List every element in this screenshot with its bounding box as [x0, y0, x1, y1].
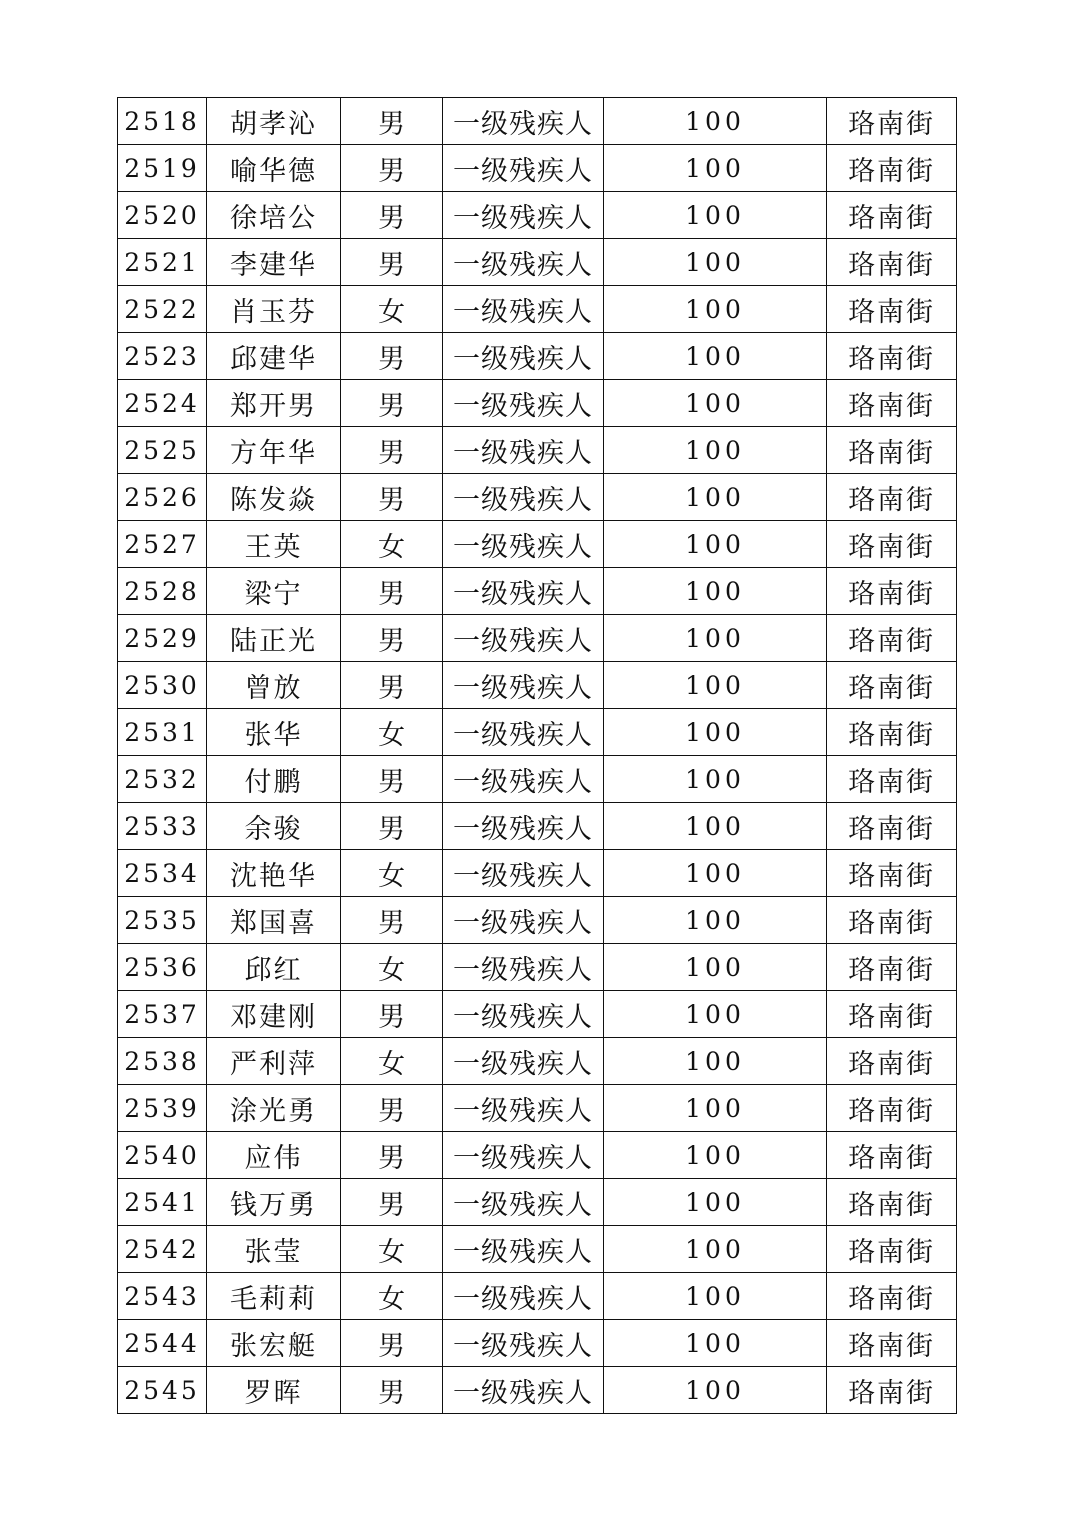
cell-serial-number: 2528: [118, 568, 207, 615]
cell-amount: 100: [604, 1038, 827, 1085]
cell-amount: 100: [604, 850, 827, 897]
cell-street: 珞南街: [827, 239, 957, 286]
table-row: [118, 568, 957, 615]
cell-serial-number: 2537: [118, 991, 207, 1038]
cell-name: 沈艳华: [207, 850, 341, 897]
cell-serial-number: 2545: [118, 1367, 207, 1414]
table-row: [118, 427, 957, 474]
table-row: [118, 521, 957, 568]
table-row: [118, 803, 957, 850]
cell-category: 一级残疾人: [443, 1132, 604, 1179]
cell-serial-number: 2522: [118, 286, 207, 333]
table-row: [118, 662, 957, 709]
cell-gender: 女: [341, 521, 443, 568]
cell-gender: 男: [341, 1320, 443, 1367]
cell-category: 一级残疾人: [443, 944, 604, 991]
table-row: [118, 1085, 957, 1132]
cell-amount: 100: [604, 615, 827, 662]
cell-name: 郑国喜: [207, 897, 341, 944]
cell-category: 一级残疾人: [443, 427, 604, 474]
cell-serial-number: 2529: [118, 615, 207, 662]
cell-amount: 100: [604, 474, 827, 521]
cell-amount: 100: [604, 568, 827, 615]
cell-category: 一级残疾人: [443, 286, 604, 333]
cell-amount: 100: [604, 333, 827, 380]
cell-amount: 100: [604, 286, 827, 333]
cell-category: 一级残疾人: [443, 662, 604, 709]
cell-gender: 男: [341, 756, 443, 803]
cell-gender: 男: [341, 474, 443, 521]
cell-amount: 100: [604, 1273, 827, 1320]
cell-gender: 男: [341, 427, 443, 474]
cell-category: 一级残疾人: [443, 1179, 604, 1226]
cell-street: 珞南街: [827, 1273, 957, 1320]
cell-gender: 男: [341, 1179, 443, 1226]
cell-gender: 女: [341, 850, 443, 897]
cell-street: 珞南街: [827, 756, 957, 803]
cell-serial-number: 2539: [118, 1085, 207, 1132]
cell-street: 珞南街: [827, 192, 957, 239]
table-row: [118, 1179, 957, 1226]
cell-gender: 女: [341, 286, 443, 333]
cell-name: 余骏: [207, 803, 341, 850]
cell-amount: 100: [604, 1367, 827, 1414]
table-row: [118, 474, 957, 521]
cell-amount: 100: [604, 756, 827, 803]
cell-gender: 男: [341, 1085, 443, 1132]
cell-amount: 100: [604, 803, 827, 850]
table-row: [118, 615, 957, 662]
table-row: [118, 1226, 957, 1273]
cell-name: 陆正光: [207, 615, 341, 662]
cell-gender: 女: [341, 944, 443, 991]
table-row: [118, 192, 957, 239]
table-row: [118, 709, 957, 756]
cell-gender: 男: [341, 192, 443, 239]
cell-category: 一级残疾人: [443, 803, 604, 850]
cell-street: 珞南街: [827, 145, 957, 192]
cell-gender: 男: [341, 380, 443, 427]
cell-street: 珞南街: [827, 380, 957, 427]
cell-amount: 100: [604, 1179, 827, 1226]
table-row: [118, 1273, 957, 1320]
recipient-table: [117, 97, 957, 1414]
cell-gender: 男: [341, 803, 443, 850]
cell-serial-number: 2524: [118, 380, 207, 427]
cell-gender: 男: [341, 333, 443, 380]
cell-gender: 男: [341, 991, 443, 1038]
table-row: [118, 897, 957, 944]
cell-amount: 100: [604, 239, 827, 286]
cell-amount: 100: [604, 991, 827, 1038]
cell-category: 一级残疾人: [443, 1273, 604, 1320]
cell-serial-number: 2541: [118, 1179, 207, 1226]
cell-serial-number: 2519: [118, 145, 207, 192]
cell-category: 一级残疾人: [443, 521, 604, 568]
cell-name: 邱红: [207, 944, 341, 991]
cell-serial-number: 2534: [118, 850, 207, 897]
cell-category: 一级残疾人: [443, 1367, 604, 1414]
cell-serial-number: 2530: [118, 662, 207, 709]
cell-street: 珞南街: [827, 803, 957, 850]
table-row: [118, 380, 957, 427]
cell-street: 珞南街: [827, 521, 957, 568]
cell-serial-number: 2527: [118, 521, 207, 568]
cell-gender: 女: [341, 1038, 443, 1085]
cell-serial-number: 2542: [118, 1226, 207, 1273]
cell-serial-number: 2544: [118, 1320, 207, 1367]
cell-category: 一级残疾人: [443, 98, 604, 145]
table-row: [118, 145, 957, 192]
cell-name: 张莹: [207, 1226, 341, 1273]
table-row: [118, 239, 957, 286]
cell-category: 一级残疾人: [443, 333, 604, 380]
cell-street: 珞南街: [827, 1367, 957, 1414]
cell-gender: 男: [341, 897, 443, 944]
cell-serial-number: 2518: [118, 98, 207, 145]
cell-gender: 男: [341, 145, 443, 192]
cell-serial-number: 2531: [118, 709, 207, 756]
cell-name: 郑开男: [207, 380, 341, 427]
cell-name: 邱建华: [207, 333, 341, 380]
cell-name: 曾放: [207, 662, 341, 709]
cell-amount: 100: [604, 944, 827, 991]
cell-category: 一级残疾人: [443, 615, 604, 662]
table-row: [118, 1038, 957, 1085]
cell-category: 一级残疾人: [443, 239, 604, 286]
cell-name: 梁宁: [207, 568, 341, 615]
cell-category: 一级残疾人: [443, 192, 604, 239]
cell-name: 应伟: [207, 1132, 341, 1179]
cell-category: 一级残疾人: [443, 474, 604, 521]
cell-serial-number: 2535: [118, 897, 207, 944]
cell-amount: 100: [604, 1226, 827, 1273]
cell-serial-number: 2543: [118, 1273, 207, 1320]
cell-street: 珞南街: [827, 286, 957, 333]
cell-category: 一级残疾人: [443, 1038, 604, 1085]
cell-category: 一级残疾人: [443, 380, 604, 427]
cell-street: 珞南街: [827, 1132, 957, 1179]
cell-street: 珞南街: [827, 1179, 957, 1226]
cell-street: 珞南街: [827, 474, 957, 521]
cell-gender: 女: [341, 709, 443, 756]
cell-amount: 100: [604, 1320, 827, 1367]
cell-street: 珞南街: [827, 1085, 957, 1132]
table-row: [118, 991, 957, 1038]
cell-gender: 男: [341, 1367, 443, 1414]
cell-gender: 女: [341, 1273, 443, 1320]
cell-gender: 男: [341, 98, 443, 145]
cell-street: 珞南街: [827, 944, 957, 991]
cell-amount: 100: [604, 897, 827, 944]
cell-street: 珞南街: [827, 1038, 957, 1085]
cell-amount: 100: [604, 662, 827, 709]
cell-category: 一级残疾人: [443, 1085, 604, 1132]
cell-street: 珞南街: [827, 897, 957, 944]
cell-street: 珞南街: [827, 427, 957, 474]
cell-name: 喻华德: [207, 145, 341, 192]
cell-category: 一级残疾人: [443, 568, 604, 615]
cell-street: 珞南街: [827, 709, 957, 756]
cell-amount: 100: [604, 192, 827, 239]
table-row: [118, 850, 957, 897]
cell-street: 珞南街: [827, 568, 957, 615]
cell-serial-number: 2526: [118, 474, 207, 521]
cell-category: 一级残疾人: [443, 756, 604, 803]
cell-name: 李建华: [207, 239, 341, 286]
cell-gender: 男: [341, 568, 443, 615]
cell-amount: 100: [604, 1085, 827, 1132]
cell-serial-number: 2532: [118, 756, 207, 803]
cell-name: 涂光勇: [207, 1085, 341, 1132]
cell-name: 方年华: [207, 427, 341, 474]
cell-amount: 100: [604, 521, 827, 568]
cell-street: 珞南街: [827, 1226, 957, 1273]
cell-category: 一级残疾人: [443, 1226, 604, 1273]
cell-street: 珞南街: [827, 850, 957, 897]
cell-gender: 男: [341, 615, 443, 662]
cell-gender: 男: [341, 239, 443, 286]
cell-category: 一级残疾人: [443, 1320, 604, 1367]
cell-name: 王英: [207, 521, 341, 568]
cell-street: 珞南街: [827, 333, 957, 380]
table-row: [118, 1320, 957, 1367]
cell-serial-number: 2523: [118, 333, 207, 380]
cell-street: 珞南街: [827, 662, 957, 709]
table-row: [118, 944, 957, 991]
table-row: [118, 98, 957, 145]
table-body: [118, 98, 957, 1414]
cell-name: 张华: [207, 709, 341, 756]
cell-name: 罗晖: [207, 1367, 341, 1414]
cell-street: 珞南街: [827, 1320, 957, 1367]
document-page: [117, 97, 957, 1414]
cell-name: 胡孝沁: [207, 98, 341, 145]
cell-name: 邓建刚: [207, 991, 341, 1038]
cell-name: 徐培公: [207, 192, 341, 239]
cell-serial-number: 2525: [118, 427, 207, 474]
cell-street: 珞南街: [827, 991, 957, 1038]
cell-name: 付鹏: [207, 756, 341, 803]
cell-name: 肖玉芬: [207, 286, 341, 333]
cell-amount: 100: [604, 1132, 827, 1179]
cell-amount: 100: [604, 98, 827, 145]
cell-category: 一级残疾人: [443, 850, 604, 897]
table-row: [118, 756, 957, 803]
cell-gender: 男: [341, 662, 443, 709]
cell-name: 陈发焱: [207, 474, 341, 521]
cell-name: 张宏艇: [207, 1320, 341, 1367]
cell-category: 一级残疾人: [443, 145, 604, 192]
table-row: [118, 333, 957, 380]
table-row: [118, 286, 957, 333]
cell-serial-number: 2533: [118, 803, 207, 850]
cell-category: 一级残疾人: [443, 897, 604, 944]
cell-street: 珞南街: [827, 615, 957, 662]
cell-street: 珞南街: [827, 98, 957, 145]
cell-serial-number: 2521: [118, 239, 207, 286]
cell-name: 严利萍: [207, 1038, 341, 1085]
cell-amount: 100: [604, 145, 827, 192]
cell-serial-number: 2520: [118, 192, 207, 239]
cell-name: 毛莉莉: [207, 1273, 341, 1320]
table-row: [118, 1132, 957, 1179]
cell-amount: 100: [604, 380, 827, 427]
cell-category: 一级残疾人: [443, 991, 604, 1038]
cell-gender: 女: [341, 1226, 443, 1273]
cell-category: 一级残疾人: [443, 709, 604, 756]
cell-name: 钱万勇: [207, 1179, 341, 1226]
cell-serial-number: 2540: [118, 1132, 207, 1179]
cell-amount: 100: [604, 709, 827, 756]
cell-serial-number: 2536: [118, 944, 207, 991]
cell-amount: 100: [604, 427, 827, 474]
cell-serial-number: 2538: [118, 1038, 207, 1085]
table-row: [118, 1367, 957, 1414]
cell-gender: 男: [341, 1132, 443, 1179]
